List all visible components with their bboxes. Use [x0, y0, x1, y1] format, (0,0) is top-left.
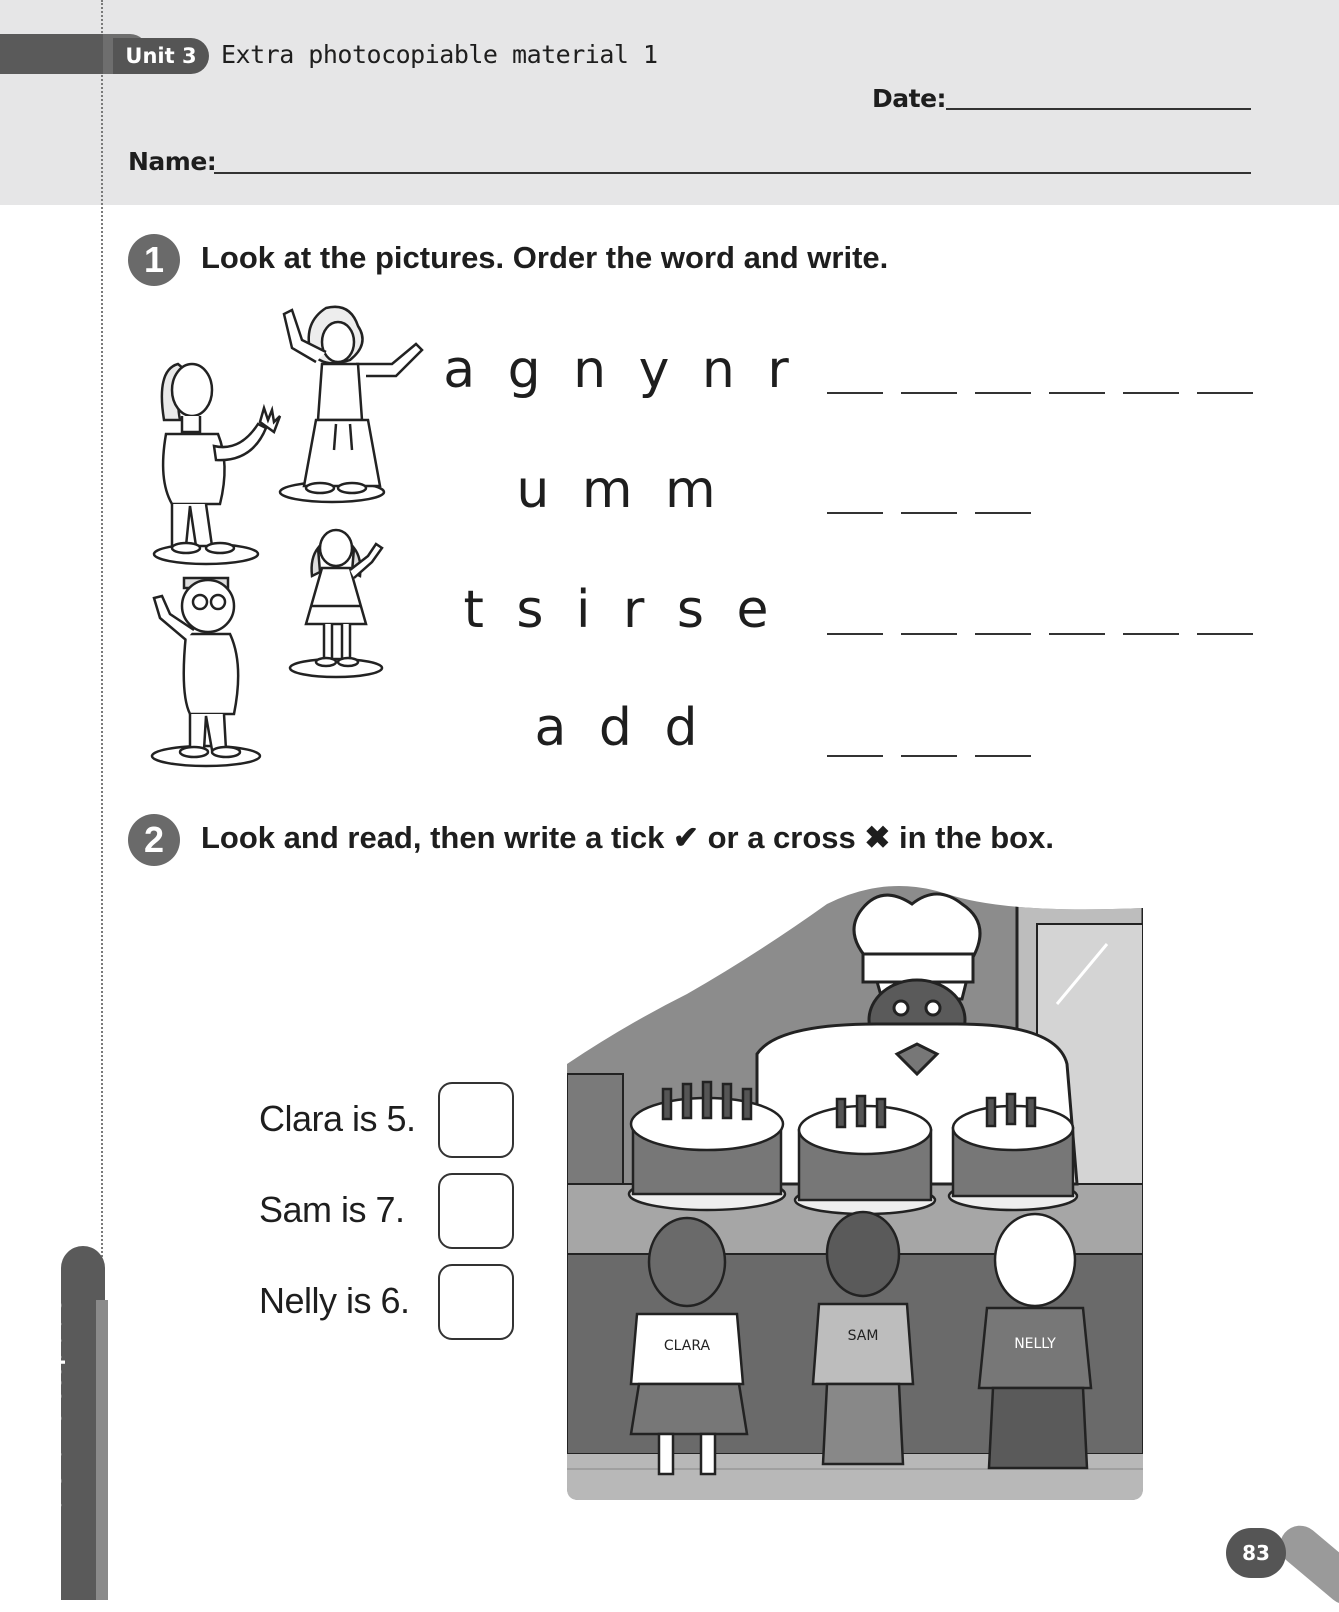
side-tab-accent — [96, 1300, 108, 1600]
page-number: 83 — [1226, 1528, 1286, 1578]
worksheet-title: Extra photocopiable material 1 — [221, 40, 658, 69]
answer-box-clara[interactable] — [438, 1082, 514, 1158]
letter-blank[interactable] — [827, 633, 883, 635]
letter-blank[interactable] — [827, 392, 883, 394]
shirt-name-clara: CLARA — [663, 1338, 711, 1354]
letter-blank[interactable] — [901, 392, 957, 394]
scrambled-word-4: a d d — [534, 698, 706, 758]
name-label: Name: — [128, 147, 217, 176]
statement-sam: Sam is 7. — [259, 1189, 405, 1230]
bakery-illustration — [567, 884, 1143, 1500]
letter-blank[interactable] — [975, 755, 1031, 757]
date-field[interactable] — [946, 108, 1251, 110]
answer-box-sam[interactable] — [438, 1173, 514, 1249]
cake-icon — [795, 1096, 935, 1214]
letter-blank[interactable] — [1049, 392, 1105, 394]
statement-clara: Clara is 5. — [259, 1098, 416, 1139]
woman-figure-icon — [154, 364, 280, 564]
letter-blank[interactable] — [901, 633, 957, 635]
scrambled-word-3: t s i r s e — [463, 580, 777, 640]
mum-figure-icon — [280, 307, 422, 502]
date-label: Date: — [872, 84, 947, 113]
statement-nelly: Nelly is 6. — [259, 1280, 410, 1321]
letter-blank[interactable] — [975, 633, 1031, 635]
unit-label: Unit 3 — [113, 38, 209, 74]
answer-blanks-1[interactable] — [827, 392, 1253, 394]
letter-blank[interactable] — [827, 512, 883, 514]
side-label: Material fotocopiable — [44, 1299, 66, 1529]
answer-blanks-4[interactable] — [827, 755, 1031, 757]
letter-blank[interactable] — [975, 512, 1031, 514]
name-field[interactable] — [214, 172, 1251, 174]
exercise-2-number: 2 — [128, 814, 180, 866]
shirt-name-sam: SAM — [847, 1328, 879, 1344]
family-illustration — [140, 300, 450, 790]
shirt-name-nelly: NELLY — [1014, 1336, 1056, 1352]
letter-blank[interactable] — [1123, 633, 1179, 635]
scrambled-word-2: u m m — [516, 460, 724, 520]
answer-box-nelly[interactable] — [438, 1264, 514, 1340]
child-sam-icon — [813, 1212, 913, 1464]
dad-figure-icon — [152, 578, 260, 766]
letter-blank[interactable] — [1197, 633, 1253, 635]
letter-blank[interactable] — [827, 755, 883, 757]
sister-figure-icon — [290, 530, 382, 677]
letter-blank[interactable] — [1123, 392, 1179, 394]
exercise-1-number: 1 — [128, 234, 180, 286]
letter-blank[interactable] — [901, 755, 957, 757]
scrambled-word-1: a g n y n r — [443, 340, 797, 400]
exercise-2-instruction: Look and read, then write a tick ✔ or a cross ✖ in the box. — [201, 820, 1054, 855]
exercise-1-instruction: Look at the pictures. Order the word and write. — [201, 240, 889, 275]
letter-blank[interactable] — [901, 512, 957, 514]
answer-blanks-3[interactable] — [827, 633, 1253, 635]
letter-blank[interactable] — [975, 392, 1031, 394]
letter-blank[interactable] — [1197, 392, 1253, 394]
letter-blank[interactable] — [1049, 633, 1105, 635]
answer-blanks-2[interactable] — [827, 512, 1031, 514]
unit-tab-shape-dark — [0, 34, 103, 74]
child-nelly-icon — [979, 1214, 1091, 1468]
